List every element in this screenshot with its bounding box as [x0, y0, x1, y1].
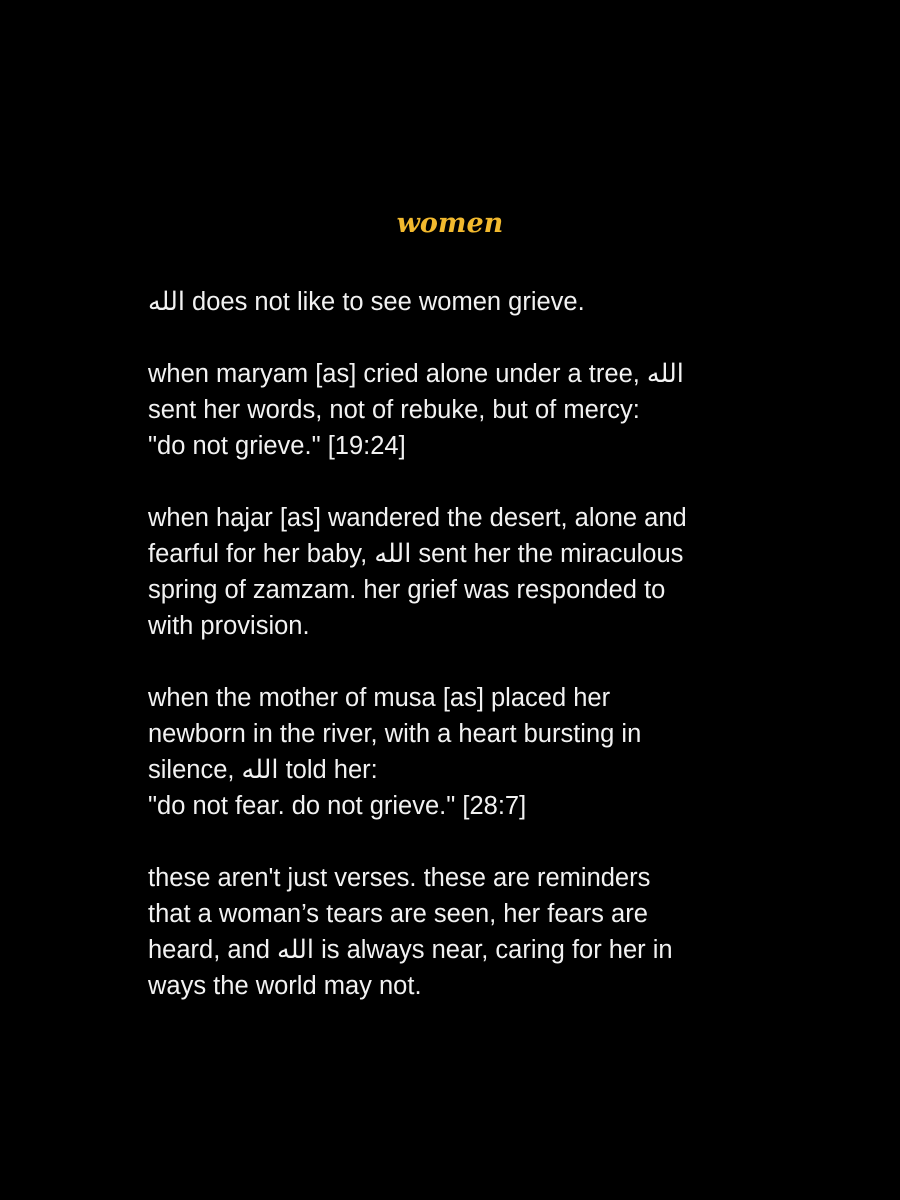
paragraph-maryam: [148, 356, 868, 464]
paragraph-line: sent her words, not of rebuke, but of mercy:: [148, 396, 640, 424]
paragraph-line: when maryam [as] cried alone under a tree, الله: [148, 360, 684, 388]
paragraph-line: that a woman’s tears are seen, her fears are: [148, 900, 648, 928]
paragraph-line: silence, الله told her:: [148, 756, 378, 784]
paragraph-line: these aren't just verses. these are reminders: [148, 864, 651, 892]
paragraph-line: when hajar [as] wandered the desert, alone and: [148, 504, 687, 532]
paragraph-conclusion: [148, 860, 868, 1004]
page-title: women: [396, 208, 504, 239]
paragraph-line: ways the world may not.: [148, 972, 422, 1000]
paragraph-line: "do not fear. do not grieve." [28:7]: [148, 792, 527, 820]
paragraph-intro: [148, 284, 868, 320]
paragraph-line: "do not grieve." [19:24]: [148, 432, 406, 460]
paragraph-line: heard, and الله is always near, caring for her in: [148, 936, 673, 964]
paragraph-line: with provision.: [148, 612, 310, 640]
body-text: [148, 284, 868, 1040]
paragraph-line: when the mother of musa [as] placed her: [148, 684, 611, 712]
paragraph-line: fearful for her baby, الله sent her the miraculous: [148, 540, 684, 568]
paragraph-musa: [148, 680, 868, 824]
paragraph-line: spring of zamzam. her grief was responded to: [148, 576, 666, 604]
paragraph-line: الله does not like to see women grieve.: [148, 288, 585, 316]
paragraph-hajar: [148, 500, 868, 644]
paragraph-line: newborn in the river, with a heart bursting in: [148, 720, 642, 748]
